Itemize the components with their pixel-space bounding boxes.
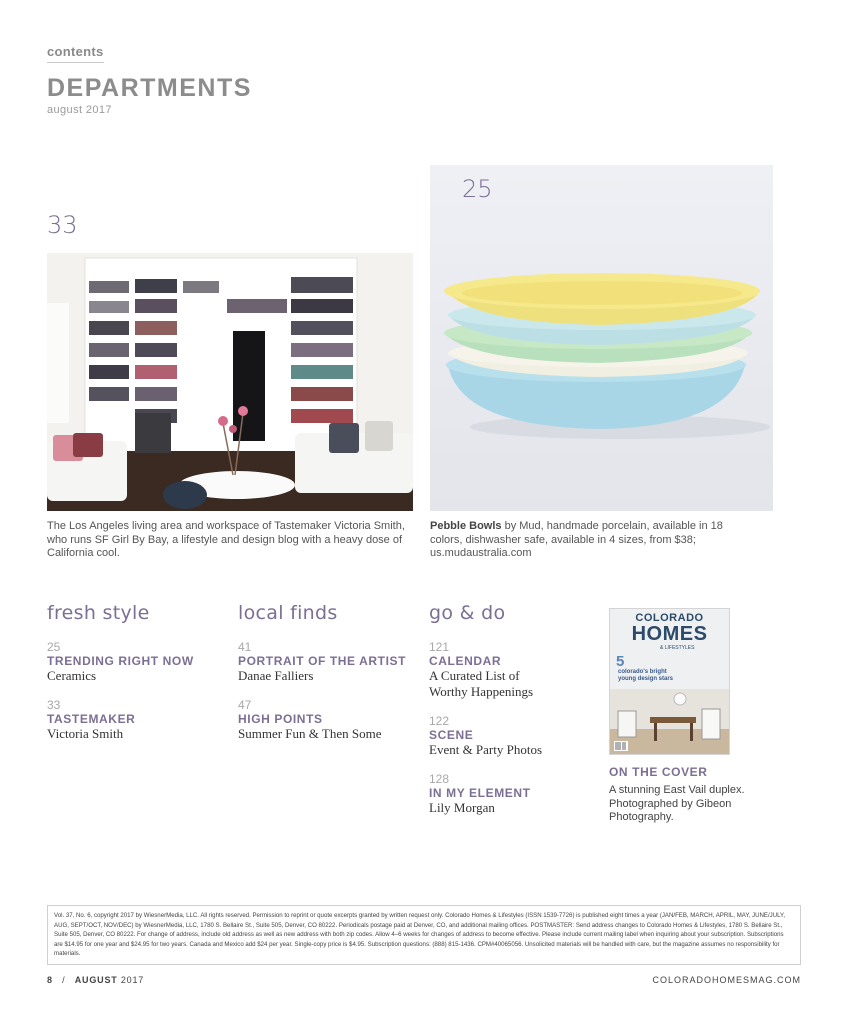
section-kicker: contents	[47, 44, 104, 63]
item-subtitle: Event & Party Photos	[429, 742, 543, 757]
item-subtitle: Ceramics	[47, 668, 97, 683]
section-list-local-finds	[238, 640, 418, 742]
feature-page-number-left: 33	[47, 211, 78, 239]
item-subtitle: Victoria Smith	[47, 726, 124, 741]
item-subtitle: Danae Falliers	[238, 668, 314, 683]
footer-folio	[47, 975, 144, 985]
cover-issue-number-icon: 5	[616, 653, 625, 670]
cover-masthead-top: COLORADO	[635, 612, 704, 624]
cover-masthead-sub: & LIFESTYLES	[660, 645, 695, 651]
section-list-go-and-do	[429, 640, 579, 816]
footer-separator: /	[62, 975, 66, 985]
magazine-cover	[609, 608, 730, 755]
footer-year: 2017	[120, 975, 145, 985]
item-department: PORTRAIT OF THE ARTIST	[238, 654, 407, 668]
bowls-illustration	[430, 165, 773, 511]
caption-product-name: Pebble Bowls	[430, 520, 502, 532]
section-title-fresh-style: fresh style	[47, 602, 150, 624]
caption-product-details: by Mud, handmade porcelain, available in 18 colors, dishwasher safe, available in 4 sizes, from $38; us.mudaustralia.com	[430, 520, 723, 559]
pebble-bowls-photo	[430, 165, 773, 511]
living-room-photo	[47, 253, 413, 511]
list-item[interactable]	[429, 714, 579, 758]
section-title-local-finds: local finds	[238, 602, 338, 624]
list-item[interactable]	[47, 640, 227, 684]
item-subtitle: A Curated List of Worthy Happenings	[429, 668, 534, 699]
footer-website[interactable]: COLORADOHOMESMAG.COM	[652, 975, 801, 985]
list-item[interactable]	[238, 698, 418, 742]
cover-masthead: HOMES	[631, 623, 708, 645]
item-page-number: 122	[429, 714, 450, 728]
footer-month: AUGUST	[74, 975, 118, 985]
item-department: CALENDAR	[429, 654, 502, 668]
item-department: SCENE	[429, 728, 474, 742]
list-item[interactable]	[429, 640, 579, 700]
list-item[interactable]	[238, 640, 418, 684]
item-subtitle: Summer Fun & Then Some	[238, 726, 382, 741]
cover-photo	[610, 689, 729, 754]
living-room-illustration	[47, 253, 413, 511]
item-page-number: 128	[429, 772, 450, 786]
footer-page-number: 8	[47, 975, 53, 985]
on-the-cover-heading: ON THE COVER	[609, 765, 708, 779]
section-title-go-and-do: go & do	[429, 602, 506, 624]
item-page-number: 33	[47, 698, 61, 712]
section-list-fresh-style	[47, 640, 227, 742]
page-title: DEPARTMENTS	[47, 74, 252, 102]
item-department: IN MY ELEMENT	[429, 786, 531, 800]
item-department: TASTEMAKER	[47, 712, 136, 726]
item-department: HIGH POINTS	[238, 712, 323, 726]
item-subtitle: Lily Morgan	[429, 800, 495, 815]
on-the-cover-text: A stunning East Vail duplex. Photographed by Gibeon Photography.	[609, 784, 745, 823]
cover-line: colorado's bright young design stars	[618, 669, 674, 682]
item-page-number: 25	[47, 640, 61, 654]
living-room-caption: The Los Angeles living area and workspace of Tastemaker Victoria Smith, who runs SF Girl By Bay, a lifestyle and design blog with a heavy dose of California cool.	[47, 520, 405, 559]
pebble-bowls-caption	[430, 520, 730, 561]
list-item[interactable]	[47, 698, 227, 742]
item-page-number: 41	[238, 640, 252, 654]
item-page-number: 121	[429, 640, 450, 654]
item-department: TRENDING RIGHT NOW	[47, 654, 194, 668]
legal-notice: Vol. 37, No. 6, copyright 2017 by WiesnerMedia, LLC. All rights reserved. Permission to reprint or quote excerpts granted by written request only. Colorado Homes & Lifestyles (ISSN 1539-7726) is published eight times a year (JAN/FEB, MARCH, APRIL, MAY, JUNE/JULY, AUG, SEPT/OCT, NOV/DEC) by WiesnerMedia, LLC, 1780 S. Bellaire St., Suite 505, Denver, CO 80222. Periodicals postage paid at Denver, CO, and additional mailing offices. POSTMASTER: Send address changes to Colorado Homes & Lifestyles, 1780 S. Bellaire St., Suite 505, Denver, CO 80222. For change of address, include old address as well as new address with both zip codes. Allow 4–6 weeks for changes of address to become effective. Please include current mailing label when inquiring about your subscription. Subscriptions are $14.95 for one year and $24.95 for two years. Canada and Mexico add $24 per year. Single-copy price is $4.95. Subscription questions: (888) 815-1436. CPM#40065056. Unsolicited materials will be handled with care, but the magazine assumes no responsibility for materials.	[47, 905, 801, 965]
issue-date: august 2017	[47, 104, 112, 116]
list-item[interactable]	[429, 772, 579, 816]
feature-page-number-right: 25	[462, 175, 493, 203]
item-page-number: 47	[238, 698, 252, 712]
